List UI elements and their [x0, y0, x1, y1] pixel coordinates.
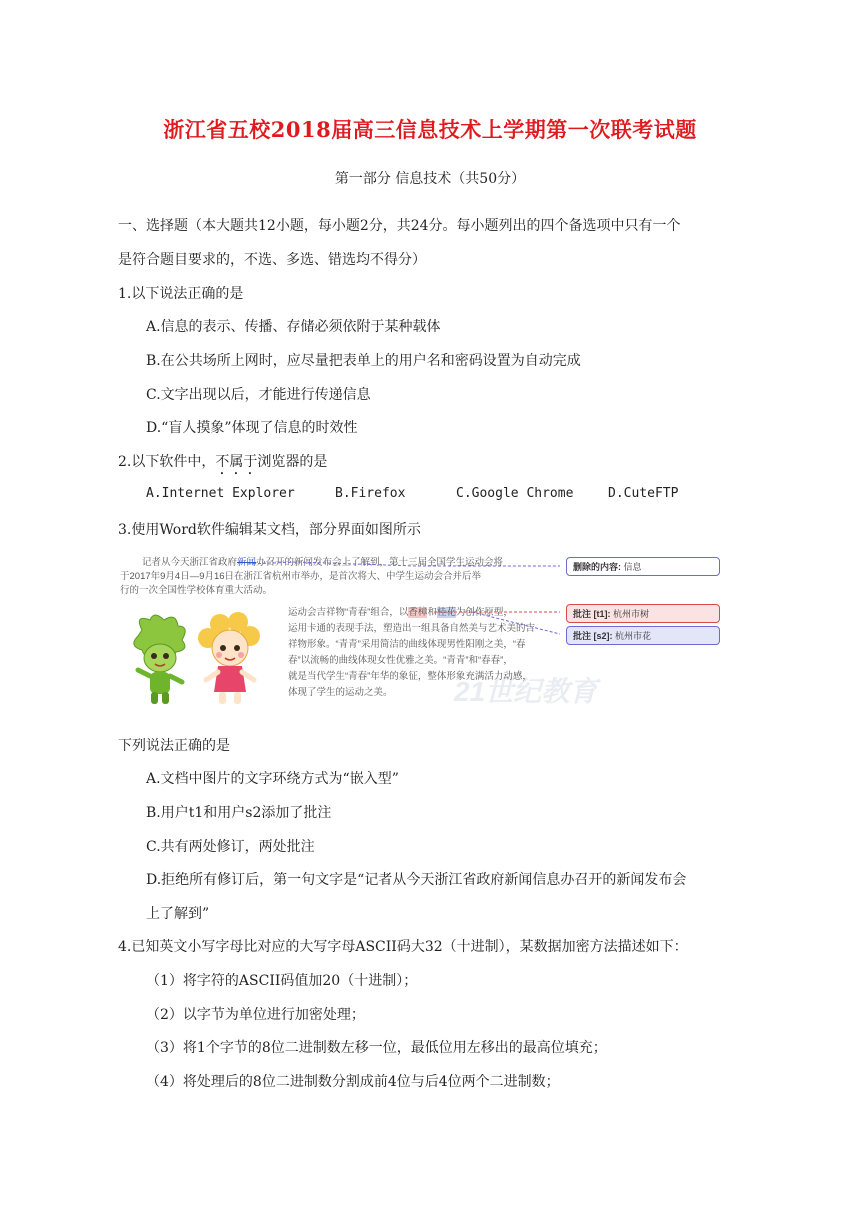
figure-p2-text-a: 运动会吉祥物“青春”组合，以 — [288, 607, 409, 618]
figure-paragraph-2-line-3: 祥物形象。“青青”采用简洁的曲线体现男性阳刚之美，“春 — [288, 639, 526, 650]
question-4-step-3: （3）将1个字节的8位二进制数左移一位，最低位用左移出的最高位填充； — [146, 1040, 607, 1056]
figure-paragraph-1-line-3: 行的一次全国性学校体育重大活动。 — [120, 585, 273, 596]
question-2-stem — [118, 451, 327, 478]
section-intro-line1: 一、选择题（本大题共12小题，每小题2分，共24分。每小题列出的四个备选项中只有一个 — [118, 218, 681, 234]
figure-p1-deleted-text: 新闻 — [237, 557, 257, 568]
question-1-option-c: C.文字出现以后，才能进行传递信息 — [146, 387, 371, 403]
comment-s2-value: 杭州市花 — [615, 631, 652, 641]
question-3-option-d-line1: D.拒绝所有修订后，第一句文字是“记者从今天浙江省政府新闻信息办召开的新闻发布会 — [146, 872, 687, 888]
figure-paragraph-2-line-6: 体现了学生的运动之美。 — [288, 687, 393, 698]
question-1-option-a: A.信息的表示、传播、存储必须依附于某种载体 — [146, 319, 441, 335]
comment-t1-balloon — [566, 604, 720, 623]
figure-paragraph-2-line-2: 运用卡通的表现手法，塑造出一组具备自然美与艺术美的吉 — [288, 623, 536, 634]
comment-s2-balloon — [566, 626, 720, 645]
figure-p2-text-b: 和 — [427, 607, 437, 618]
comment-t1-label: 批注 [t1]: — [573, 609, 611, 619]
figure-p2-highlight-1: 香樟 — [408, 607, 428, 618]
question-2-stem-post: 浏览器的是 — [257, 454, 328, 470]
deleted-content-balloon — [566, 557, 720, 576]
figure-p1-text-a: 记者从今天浙江省政府 — [142, 557, 238, 568]
page-title: 浙江省五校2018届高三信息技术上学期第一次联考试题 — [163, 117, 697, 142]
question-2-stem-emphasis: 不属于 — [215, 454, 258, 470]
figure-paragraph-2-line-5: 就是当代学生“青春”年华的象征，整体形象充满活力动感， — [288, 671, 532, 682]
question-3-stem: 3.使用Word软件编辑某文档，部分界面如图所示 — [118, 522, 421, 538]
figure-p2-text-c: 为创作原型， — [455, 607, 513, 618]
question-3-option-b: B.用户t1和用户s2添加了批注 — [146, 805, 332, 821]
question-4-step-1: （1）将字符的ASCII码值加20（十进制）； — [146, 973, 418, 989]
deleted-content-label: 删除的内容: — [573, 562, 621, 572]
comment-t1-value: 杭州市树 — [613, 609, 650, 619]
question-4-stem: 4.已知英文小写字母比对应的大写字母ASCII码大32（十进制），某数据加密方法描述如下： — [118, 939, 688, 955]
question-1-stem: 1.以下说法正确的是 — [118, 286, 244, 302]
question-2-stem-pre: 2.以下软件中， — [118, 454, 216, 470]
comment-s2-label: 批注 [s2]: — [573, 631, 613, 641]
question-3-option-c: C.共有两处修订，两处批注 — [146, 839, 315, 855]
figure-p1-text-b: 办召开的新闻发布会上了解到，第十三届全国学生运动会将 — [256, 557, 504, 568]
figure-watermark: 21世纪教育 — [454, 676, 598, 707]
question-1-option-d: D.“盲人摸象”体现了信息的时效性 — [146, 420, 358, 436]
figure-p2-highlight-2: 桂花 — [436, 607, 456, 618]
figure-paragraph-2-line-4: 春”以流畅的曲线体现女性优雅之美。“青青”和“春春”， — [288, 655, 513, 666]
figure-paragraph-1-line-2: 于2017年9月4日—9月16日在浙江省杭州市举办，是首次将大、中学生运动会合并后举 — [120, 571, 482, 582]
question-2-option-d: D.CuteFTP — [608, 486, 679, 501]
question-2-option-b: B.Firefox — [335, 486, 406, 501]
question-1-option-b: B.在公共场所上网时，应尽量把表单上的用户名和密码设置为自动完成 — [146, 353, 581, 369]
section-intro-line2: 是符合题目要求的，不选、多选、错选均不得分） — [118, 252, 426, 268]
question-3-option-d-line2: 上了解到” — [146, 906, 210, 922]
deleted-content-value: 信息 — [623, 562, 642, 572]
question-2-option-c: C.Google Chrome — [456, 486, 574, 501]
question-2-option-a: A.Internet Explorer — [146, 486, 295, 501]
question-4-step-4: （4）将处理后的8位二进制数分割成前4位与后4位两个二进制数； — [146, 1074, 560, 1090]
question-3-option-a: A.文档中图片的文字环绕方式为“嵌入型” — [146, 771, 399, 787]
question-4-step-2: （2）以字节为单位进行加密处理； — [146, 1007, 365, 1023]
question-3-prompt: 下列说法正确的是 — [118, 738, 230, 754]
word-screenshot-figure — [116, 552, 724, 712]
part-subtitle: 第一部分 信息技术（共50分） — [334, 171, 526, 187]
